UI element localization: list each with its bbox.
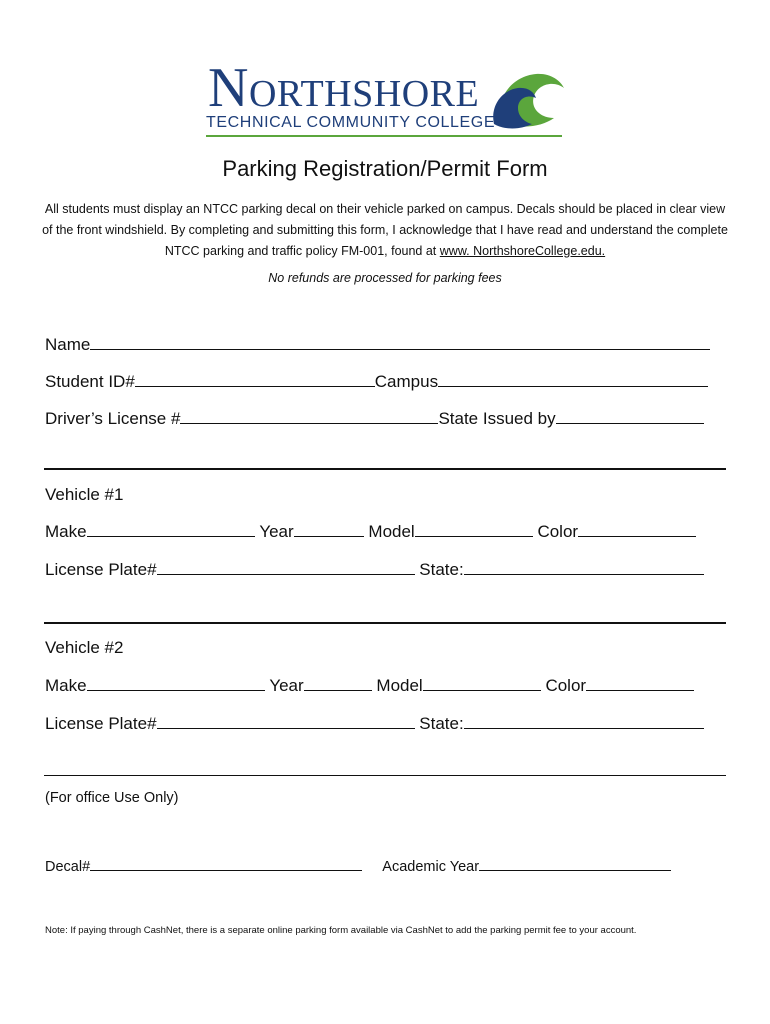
intro-text: All students must display an NTCC parking decal on their vehicle parked on campus. Decals should be placed in clear view of the front windshield. By completing and submitting this form, I acknowledge that I have read and understand the complete NTCC parking and traffic policy FM-001, found at: [42, 202, 728, 258]
vehicle2-color-label: Color: [545, 676, 587, 695]
academic-year-label: Academic Year: [382, 859, 480, 875]
vehicle2-model-field[interactable]: [423, 676, 541, 691]
logo-first-letter: N: [208, 57, 249, 119]
vehicle2-plate-row: [45, 714, 704, 734]
decal-label: Decal#: [45, 859, 91, 875]
logo-word-rest: ORTHSHORE: [248, 73, 480, 115]
logo-underline: [206, 135, 562, 137]
vehicle2-plate-field[interactable]: [157, 714, 415, 729]
vehicle1-state-field[interactable]: [464, 560, 704, 575]
vehicle1-plate-label: License Plate#: [45, 560, 157, 579]
campus-field[interactable]: [438, 372, 708, 387]
refund-note: No refunds are processed for parking fees: [268, 271, 502, 285]
student-id-field[interactable]: [135, 372, 375, 387]
state-issued-label: State Issued by: [438, 409, 556, 428]
vehicle2-heading: Vehicle #2: [45, 638, 124, 657]
section-divider: [44, 622, 726, 624]
vehicle1-heading: Vehicle #1: [45, 485, 124, 504]
vehicle1-make-label: Make: [45, 522, 87, 541]
student-id-label: Student ID#: [45, 372, 135, 391]
section-divider: [44, 775, 726, 776]
college-website-link[interactable]: www. NorthshoreCollege.edu.: [439, 244, 606, 258]
vehicle1-plate-field[interactable]: [157, 560, 415, 575]
vehicle2-year-field[interactable]: [304, 676, 372, 691]
intro-paragraph: [40, 199, 730, 262]
vehicle1-color-label: Color: [537, 522, 579, 541]
vehicle2-make-field[interactable]: [87, 676, 265, 691]
student-id-row: [45, 372, 708, 392]
drivers-license-label: Driver’s License #: [45, 409, 181, 428]
vehicle2-make-label: Make: [45, 676, 87, 695]
state-issued-field[interactable]: [556, 409, 704, 424]
vehicle2-state-label: State:: [419, 714, 464, 733]
vehicle2-plate-label: License Plate#: [45, 714, 157, 733]
vehicle1-model-field[interactable]: [415, 522, 533, 537]
name-label: Name: [45, 335, 91, 354]
vehicle1-year-field[interactable]: [294, 522, 364, 537]
vehicle2-model-label: Model: [376, 676, 423, 695]
vehicle1-details-row: [45, 522, 696, 542]
decal-field[interactable]: [90, 858, 362, 871]
college-logo: [200, 58, 572, 144]
logo-subtitle: TECHNICAL COMMUNITY COLLEGE: [206, 114, 496, 131]
vehicle1-year-label: Year: [259, 522, 294, 541]
vehicle2-details-row: [45, 676, 694, 696]
vehicle1-model-label: Model: [368, 522, 415, 541]
vehicle2-state-field[interactable]: [464, 714, 704, 729]
campus-label: Campus: [374, 372, 439, 391]
name-field[interactable]: [90, 335, 710, 350]
logo-wordmark: [208, 57, 480, 122]
vehicle1-make-field[interactable]: [87, 522, 255, 537]
vehicle2-year-label: Year: [269, 676, 304, 695]
vehicle1-state-label: State:: [419, 560, 464, 579]
wave-logo-icon: [490, 62, 566, 132]
office-use-heading: (For office Use Only): [45, 790, 179, 806]
section-divider: [44, 468, 726, 470]
form-title: Parking Registration/Permit Form: [222, 156, 548, 181]
academic-year-field[interactable]: [479, 858, 671, 871]
vehicle1-color-field[interactable]: [578, 522, 696, 537]
drivers-license-row: [45, 409, 704, 429]
office-row: [45, 858, 671, 875]
name-row: [45, 335, 710, 355]
vehicle1-plate-row: [45, 560, 704, 580]
vehicle2-color-field[interactable]: [586, 676, 694, 691]
drivers-license-field[interactable]: [180, 409, 438, 424]
cashnet-note: Note: If paying through CashNet, there is a separate online parking form available via CashNet to add the parking permit fee to your account.: [45, 925, 637, 936]
